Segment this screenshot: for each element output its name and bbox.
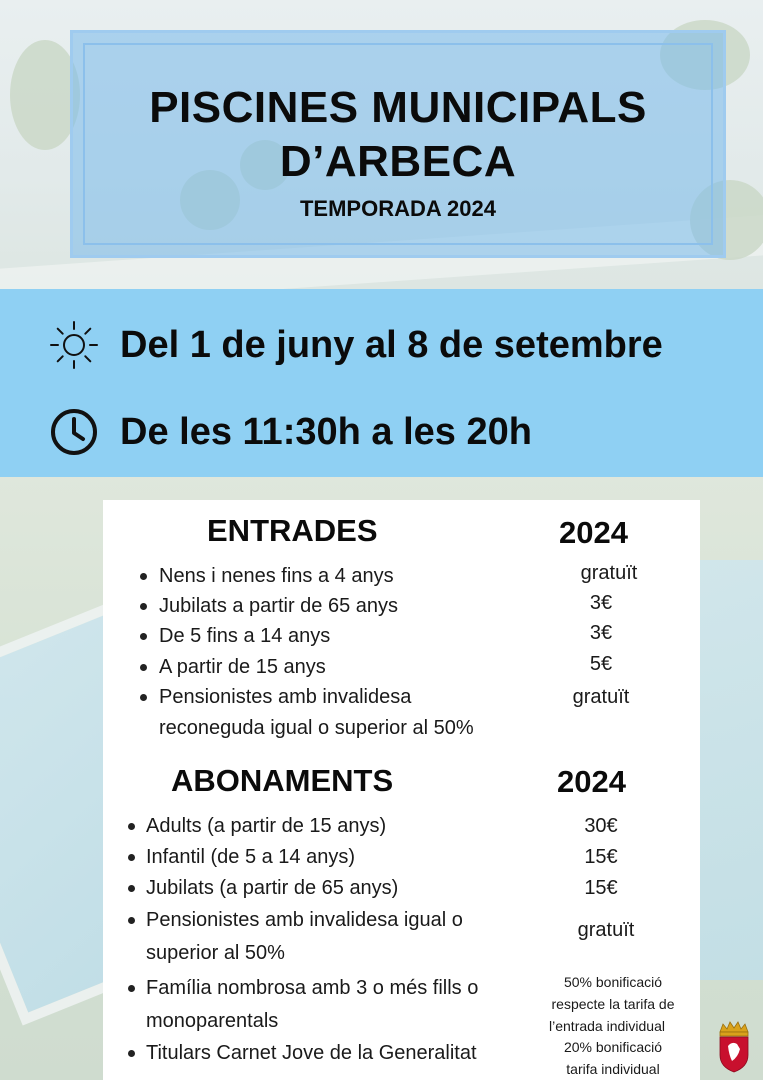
clock-icon xyxy=(48,406,100,458)
entrades-heading: ENTRADES xyxy=(207,513,378,548)
item-price: gratuït xyxy=(580,562,638,584)
discount-note: 20% bonificació xyxy=(563,1039,663,1055)
opening-hours: De les 11:30h a les 20h xyxy=(120,411,532,453)
item-label: Nens i nenes fins a 4 anys xyxy=(159,565,394,587)
item-label: Infantil (de 5 a 14 anys) xyxy=(146,846,356,868)
title-line-1: PISCINES MUNICIPALS xyxy=(149,83,647,132)
item-label-cont: monoparentals xyxy=(146,1010,279,1032)
item-label: Jubilats a partir de 65 anys xyxy=(159,595,399,617)
item-price: 15€ xyxy=(584,877,618,899)
discount-note: tarifa individual xyxy=(566,1061,660,1077)
entrades-year: 2024 xyxy=(559,515,628,550)
discount-note: 50% bonificació xyxy=(563,974,663,990)
season-dates: Del 1 de juny al 8 de setembre xyxy=(120,324,663,366)
item-label: Pensionistes amb invalidesa igual o xyxy=(146,909,463,931)
item-price: 15€ xyxy=(584,846,618,868)
item-label: A partir de 15 anys xyxy=(159,656,326,678)
schedule-band xyxy=(0,289,763,477)
discount-note: respecte la tarifa de xyxy=(551,996,675,1012)
town-crest-icon xyxy=(716,1021,752,1073)
item-price: 3€ xyxy=(589,622,613,644)
item-label: Pensionistes amb invalidesa xyxy=(159,686,412,708)
season-subtitle: TEMPORADA 2024 xyxy=(299,196,496,221)
item-price: 30€ xyxy=(584,815,618,837)
price-card xyxy=(103,500,700,1080)
item-price: 3€ xyxy=(589,592,613,614)
item-label: Adults (a partir de 15 anys) xyxy=(146,815,387,837)
item-label: Jubilats (a partir de 65 anys) xyxy=(146,877,399,899)
title-line-2: D’ARBECA xyxy=(279,137,517,186)
item-price: 5€ xyxy=(589,653,613,675)
abonaments-year: 2024 xyxy=(557,764,626,799)
item-label: Família nombrosa amb 3 o més fills o xyxy=(146,977,479,999)
abonaments-heading: ABONAMENTS xyxy=(171,763,394,798)
dates-row xyxy=(48,319,663,371)
item-label: De 5 fins a 14 anys xyxy=(159,625,331,647)
item-price: gratuït xyxy=(577,919,635,941)
discount-note: l’entrada individual xyxy=(549,1018,665,1034)
item-label: Titulars Carnet Jove de la Generalitat xyxy=(146,1042,477,1064)
item-price: gratuït xyxy=(572,686,630,708)
item-label-cont: superior al 50% xyxy=(146,942,285,964)
title-box xyxy=(70,30,726,258)
item-label-cont: reconeguda igual o superior al 50% xyxy=(159,717,474,739)
sun-icon xyxy=(48,319,100,371)
hours-row xyxy=(48,406,532,458)
